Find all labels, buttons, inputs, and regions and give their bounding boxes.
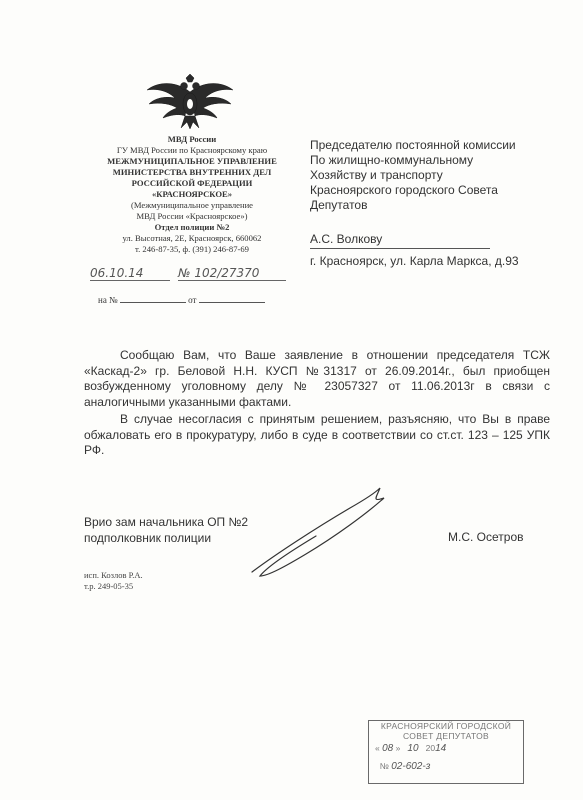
addressee-line: Председателю постоянной комиссии bbox=[310, 138, 516, 152]
stamp-day: 08 bbox=[382, 743, 394, 754]
letter-body bbox=[84, 348, 550, 461]
stamp-number-sign: № bbox=[379, 761, 389, 771]
stamp-year: 14 bbox=[435, 743, 447, 754]
incoming-registration-stamp bbox=[368, 720, 524, 784]
sender-org-line: МЕЖМУНИЦИПАЛЬНОЕ УПРАВЛЕНИЕ bbox=[107, 156, 277, 166]
ot-label: от bbox=[188, 295, 197, 305]
executor-phone: т.р. 249-05-35 bbox=[84, 581, 134, 591]
sender-org-line: РОССИЙСКОЙ ФЕДЕРАЦИИ bbox=[131, 178, 253, 188]
sender-org-line: «КРАСНОЯРСКОЕ» bbox=[151, 189, 233, 199]
addressee-line: Красноярского городского Совета bbox=[310, 183, 498, 197]
reference-line bbox=[98, 294, 298, 305]
stamp-org-line: СОВЕТ ДЕПУТАТОВ bbox=[403, 731, 489, 741]
body-paragraph: Сообщаю Вам, что Ваше заявление в отношении председателя ТСЖ «Каскад-2» гр. Беловой Н.Н. КУСП №31317 от 26.09.2014г., был приобщен возбужденному уголовному делу № 23057327 от 11.06.2013г в связи с аналогичными указанными фактами. bbox=[84, 348, 550, 409]
registration-line bbox=[90, 266, 290, 288]
sender-phone: т. 246-87-35, ф. (391) 246-87-69 bbox=[135, 244, 249, 254]
signatory-rank: подполковник полиции bbox=[84, 531, 212, 545]
sender-org-line: МИНИСТЕРСТВА ВНУТРЕННИХ ДЕЛ bbox=[112, 167, 272, 177]
sender-address: ул. Высотная, 2Е, Красноярск, 660062 bbox=[122, 233, 262, 243]
sender-org-line: ГУ МВД России по Красноярскому краю bbox=[116, 145, 268, 155]
addressee-address: г. Красноярск, ул. Карла Маркса, д.93 bbox=[310, 254, 519, 268]
addressee-name: А.С. Волкову bbox=[310, 232, 490, 249]
addressee-line: По жилищно-коммунальному bbox=[310, 153, 474, 167]
stamp-number-row bbox=[375, 761, 517, 772]
ot-blank bbox=[199, 294, 265, 303]
na-blank bbox=[120, 294, 186, 303]
handwritten-signature-icon bbox=[246, 484, 396, 580]
stamp-year-prefix: 20 bbox=[425, 743, 436, 753]
sender-org-line: (Межмуниципальное управление bbox=[131, 200, 253, 210]
stamp-date-row: « 08 » 10 2014 bbox=[375, 743, 447, 754]
executor-block bbox=[84, 570, 143, 592]
executor-name: исп. Козлов Р.А. bbox=[84, 570, 143, 580]
sender-org-line: МВД России bbox=[167, 134, 217, 144]
signatory-name: М.С. Осетров bbox=[448, 530, 524, 544]
sender-department: Отдел полиции №2 bbox=[154, 222, 230, 232]
signatory-position: Врио зам начальника ОП №2 bbox=[84, 515, 249, 529]
stamp-org-line: КРАСНОЯРСКИЙ ГОРОДСКОЙ bbox=[380, 721, 512, 731]
sender-org-line: МВД России «Красноярское») bbox=[136, 211, 248, 221]
registration-number: 102/27370 bbox=[194, 266, 260, 280]
number-sign: № bbox=[178, 266, 191, 280]
registration-date: 06.10.14 bbox=[90, 266, 170, 281]
eagle-emblem-icon bbox=[145, 74, 235, 130]
stamp-month: 10 bbox=[407, 743, 419, 754]
addressee-block bbox=[310, 138, 550, 213]
na-label: на № bbox=[98, 295, 118, 305]
addressee-line: Хозяйству и транспорту bbox=[310, 168, 443, 182]
sender-block bbox=[72, 134, 312, 255]
addressee-line: Депутатов bbox=[310, 198, 368, 212]
stamp-number: 02-602-з bbox=[391, 761, 431, 772]
registration-number-field bbox=[178, 266, 286, 281]
body-paragraph: В случае несогласия с принятым решением, разъясняю, что Вы в праве обжаловать его в прокуратуру, либо в суде в соответствии со ст.ст. 123 – 125 УПК РФ. bbox=[84, 412, 550, 457]
